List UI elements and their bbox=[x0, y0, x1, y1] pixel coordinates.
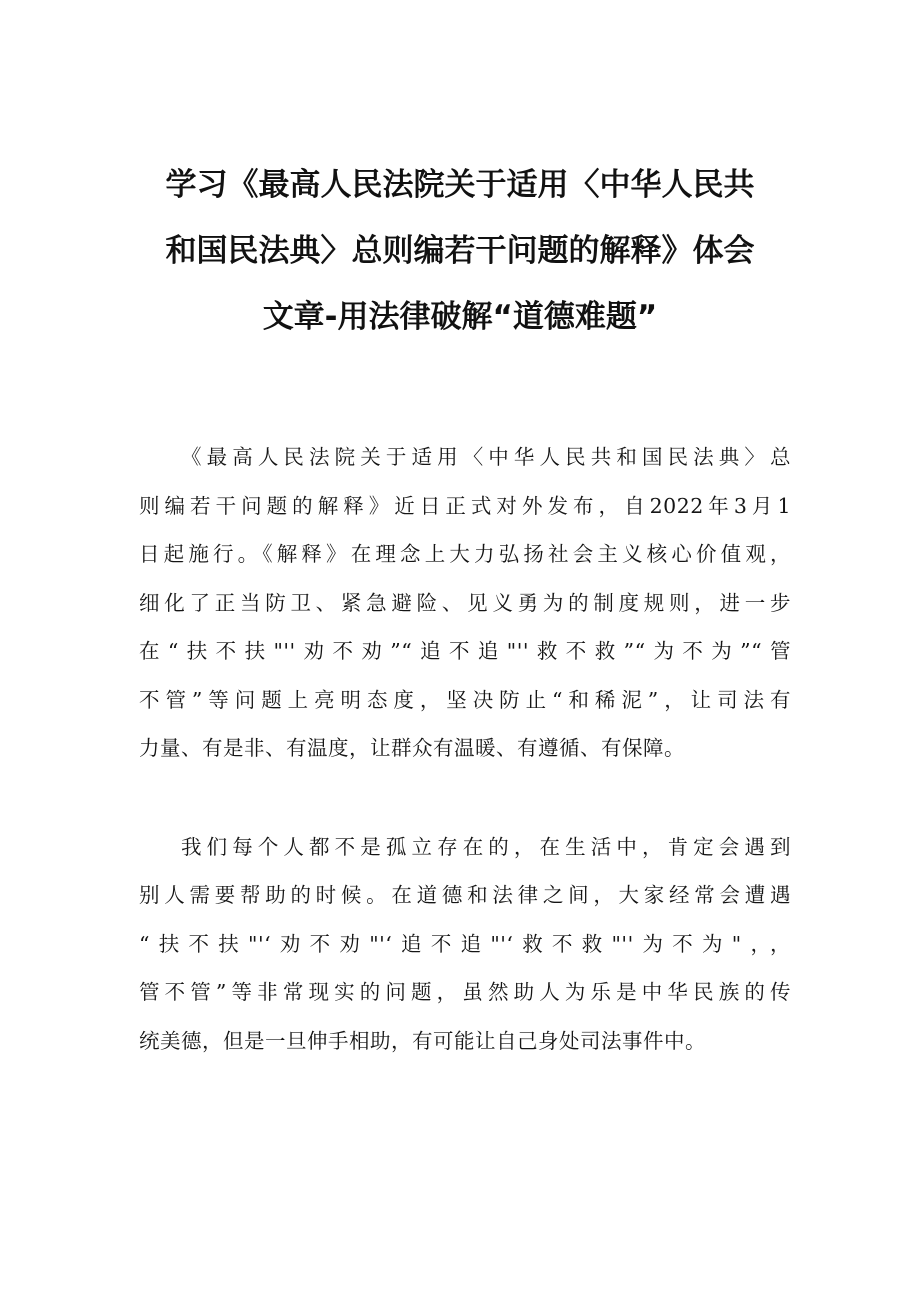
body-paragraph-2 bbox=[139, 823, 791, 1066]
paragraph-line: 不管”等问题上亮明态度，坚决防止“和稀泥”，让司法有 bbox=[139, 687, 791, 712]
paragraph-line: 在“扶不扶"''劝不劝”“追不追"''救不救”“为不为”“管 bbox=[139, 639, 791, 663]
title-line: 和国民法典〉总则编若干问题的解释》体会 bbox=[165, 233, 755, 269]
paragraph-line: 细化了正当防卫、紧急避险、见义勇为的制度规则，进一步 bbox=[139, 590, 791, 615]
document-title bbox=[120, 152, 800, 350]
paragraph-line: 则编若干问题的解释》近日正式对外发布，自2022年3月1 bbox=[139, 493, 791, 518]
paragraph-line: 别人需要帮助的时候。在道德和法律之间，大家经常会遭遇 bbox=[139, 883, 791, 907]
document-body bbox=[139, 433, 791, 1065]
paragraph-line: 统美德，但是一旦伸手相助，有可能让自己身处司法事件中。 bbox=[139, 1028, 706, 1053]
paragraph-line: 我们每个人都不是孤立存在的，在生活中，肯定会遇到 bbox=[181, 834, 791, 859]
paragraph-line: “扶不扶"'‘劝不劝"'‘追不追"'‘救不救"''为不为"，， bbox=[139, 931, 791, 956]
paragraph-line: 《最高人民法院关于适用〈中华人民共和国民法典〉总 bbox=[181, 445, 791, 469]
paragraph-line: 管不管”等非常现实的问题，虽然助人为乐是中华民族的传 bbox=[139, 980, 791, 1004]
paragraph-line: 力量、有是非、有温度，让群众有温暖、有遵循、有保障。 bbox=[139, 736, 685, 760]
title-line: 文章-用法律破解“道德难题” bbox=[262, 299, 658, 335]
paragraph-line: 日起施行。《解释》在理念上大力弘扬社会主义核心价值观， bbox=[139, 542, 791, 566]
title-line: 学习《最高人民法院关于适用〈中华人民共 bbox=[165, 167, 755, 203]
body-paragraph-1 bbox=[139, 433, 791, 773]
